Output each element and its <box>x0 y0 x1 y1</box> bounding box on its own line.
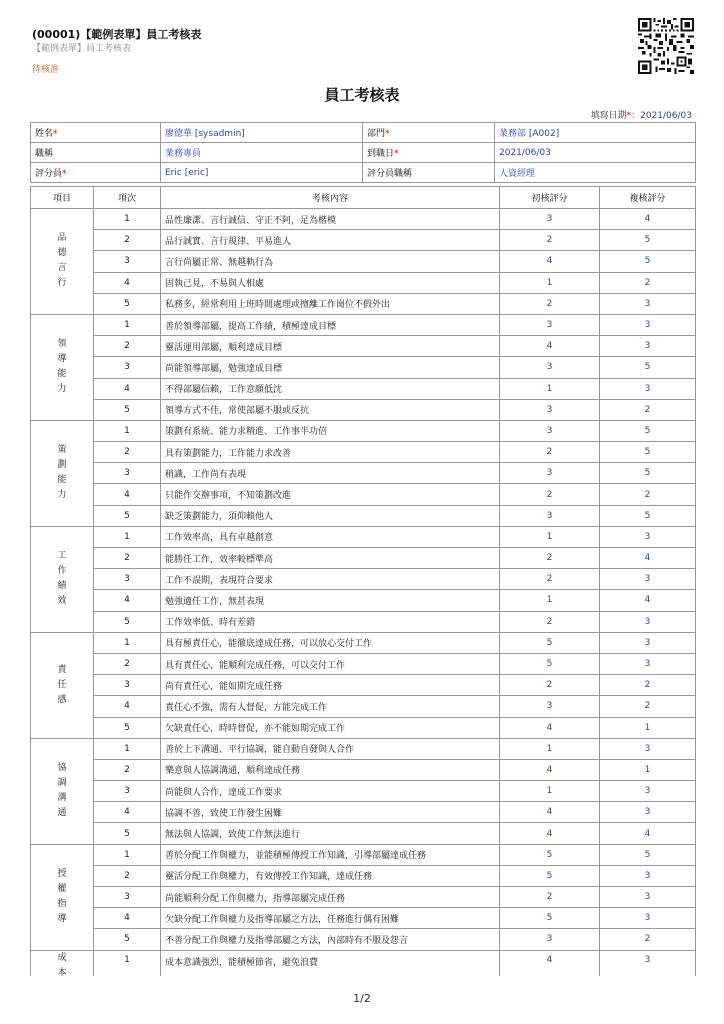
review-score[interactable]: 2 <box>600 929 696 950</box>
initial-score[interactable]: 2 <box>500 887 600 908</box>
initial-score[interactable]: 5 <box>500 653 600 674</box>
review-score[interactable]: 3 <box>600 781 696 802</box>
initial-score[interactable]: 4 <box>500 950 600 976</box>
header-initial: 初核評分 <box>500 187 600 209</box>
table-row <box>31 823 696 844</box>
table-row <box>31 442 696 463</box>
initial-score[interactable]: 1 <box>500 738 600 759</box>
initial-score[interactable]: 3 <box>500 505 600 526</box>
row-content: 具有策劃能力，工作能力求改善 <box>161 442 500 463</box>
initial-score[interactable]: 4 <box>500 823 600 844</box>
table-row <box>31 611 696 632</box>
row-index: 4 <box>94 590 161 611</box>
initial-score[interactable]: 2 <box>500 611 600 632</box>
initial-score[interactable]: 3 <box>500 929 600 950</box>
row-index: 5 <box>94 929 161 950</box>
row-index: 1 <box>94 209 161 230</box>
row-content: 成本意識強烈，能積極節省，避免浪費 <box>161 950 500 976</box>
row-content: 責任心不強，需有人督促，方能完成工作 <box>161 696 500 717</box>
table-row <box>31 781 696 802</box>
review-score[interactable]: 3 <box>600 378 696 399</box>
row-index: 3 <box>94 463 161 484</box>
form-subtitle: 【範例表單】員工考核表 <box>32 44 132 54</box>
form-title: (00001)【範例表單】員工考核表 <box>32 28 202 41</box>
review-score[interactable]: 5 <box>600 420 696 441</box>
row-content: 固執己見，不易與人相處 <box>161 272 500 293</box>
table-row <box>31 802 696 823</box>
row-content: 尚有責任心，能如期完成任務 <box>161 675 500 696</box>
review-score[interactable]: 3 <box>600 526 696 547</box>
table-row <box>31 675 696 696</box>
initial-score[interactable]: 3 <box>500 463 600 484</box>
row-content: 工作效率低、時有差錯 <box>161 611 500 632</box>
page-number: 1/2 <box>353 992 371 1005</box>
review-score[interactable]: 3 <box>600 336 696 357</box>
row-content: 品行誠實、言行規律、平易進人 <box>161 230 500 251</box>
review-score[interactable]: 3 <box>600 908 696 929</box>
title-label: 職稱 <box>31 143 161 163</box>
row-index: 5 <box>94 823 161 844</box>
category-label: 工作績效 <box>31 526 94 632</box>
review-score[interactable]: 3 <box>600 887 696 908</box>
row-content: 只能作交辦事項，不知策劃改進 <box>161 484 500 505</box>
row-index: 3 <box>94 569 161 590</box>
initial-score[interactable]: 2 <box>500 675 600 696</box>
row-content: 工作不誤期，表現符合要求 <box>161 569 500 590</box>
initial-score[interactable]: 4 <box>500 802 600 823</box>
review-score[interactable]: 2 <box>600 272 696 293</box>
table-row <box>31 272 696 293</box>
review-score[interactable]: 5 <box>600 505 696 526</box>
table-row <box>31 378 696 399</box>
row-index: 4 <box>94 696 161 717</box>
row-index: 1 <box>94 738 161 759</box>
row-index: 1 <box>94 844 161 865</box>
header-content: 考核內容 <box>161 187 500 209</box>
header-index: 項次 <box>94 187 161 209</box>
page-title: 員工考核表 <box>324 86 400 104</box>
row-index: 4 <box>94 802 161 823</box>
header-item: 項目 <box>31 187 94 209</box>
row-index: 4 <box>94 272 161 293</box>
table-row <box>31 696 696 717</box>
row-content: 能勝任工作，效率較標準高 <box>161 548 500 569</box>
row-content: 缺乏策劃能力，須仰賴他人 <box>161 505 500 526</box>
initial-score[interactable]: 1 <box>500 526 600 547</box>
table-row <box>31 717 696 738</box>
initial-score[interactable]: 1 <box>500 272 600 293</box>
review-score[interactable]: 1 <box>600 717 696 738</box>
review-score[interactable]: 3 <box>600 293 696 314</box>
review-score[interactable]: 5 <box>600 463 696 484</box>
initial-score[interactable]: 2 <box>500 548 600 569</box>
review-score[interactable]: 5 <box>600 230 696 251</box>
row-content: 私務多，經常利用上班時間處理或擅離工作崗位不假外出 <box>161 293 500 314</box>
row-content: 樂意與人協調溝通，順利達成任務 <box>161 759 500 780</box>
initial-score[interactable]: 3 <box>500 420 600 441</box>
review-score[interactable]: 3 <box>600 950 696 976</box>
dept-value[interactable]: 業務部 [A002] <box>495 123 696 143</box>
start-date-label: 到職日* <box>363 143 495 163</box>
dept-label: 部門* <box>363 123 495 143</box>
row-content: 尚能與人合作，達成工作要求 <box>161 781 500 802</box>
initial-score[interactable]: 4 <box>500 759 600 780</box>
row-content: 不善分配工作與權力及指導部屬之方法，內部時有不服及怨言 <box>161 929 500 950</box>
table-row <box>31 590 696 611</box>
review-score[interactable]: 5 <box>600 251 696 272</box>
table-row <box>31 251 696 272</box>
initial-score[interactable]: 2 <box>500 442 600 463</box>
table-row <box>31 526 696 547</box>
review-score[interactable]: 3 <box>600 653 696 674</box>
row-index: 2 <box>94 865 161 886</box>
review-score[interactable]: 4 <box>600 590 696 611</box>
row-content: 靈活運用部屬，順利達成目標 <box>161 336 500 357</box>
table-row <box>31 738 696 759</box>
initial-score[interactable]: 1 <box>500 781 600 802</box>
initial-score[interactable]: 3 <box>500 357 600 378</box>
required-mark: * <box>626 111 632 121</box>
row-content: 尚能領導部屬，勉強達成目標 <box>161 357 500 378</box>
row-index: 2 <box>94 548 161 569</box>
header-review: 複核評分 <box>600 187 696 209</box>
row-index: 4 <box>94 484 161 505</box>
row-index: 3 <box>94 251 161 272</box>
review-score[interactable]: 5 <box>600 442 696 463</box>
initial-score[interactable]: 3 <box>500 696 600 717</box>
initial-score[interactable]: 4 <box>500 251 600 272</box>
table-row <box>31 336 696 357</box>
fill-date-value: ：2021/06/03 <box>631 111 692 121</box>
row-content: 稍識，工作尚有表現 <box>161 463 500 484</box>
category-label: 協調溝通 <box>31 738 94 844</box>
row-content: 欠缺責任心，時時督促，亦不能如期完成工作 <box>161 717 500 738</box>
category-label: 成本 <box>31 950 94 976</box>
row-index: 3 <box>94 781 161 802</box>
initial-score[interactable]: 3 <box>500 399 600 420</box>
row-index: 1 <box>94 632 161 653</box>
review-score[interactable]: 5 <box>600 357 696 378</box>
category-label: 品德言行 <box>31 209 94 315</box>
initial-score[interactable]: 4 <box>500 336 600 357</box>
review-score[interactable]: 3 <box>600 314 696 335</box>
review-score[interactable]: 2 <box>600 484 696 505</box>
initial-score[interactable]: 5 <box>500 632 600 653</box>
fill-date <box>591 108 692 121</box>
row-index: 1 <box>94 950 161 976</box>
row-index: 3 <box>94 357 161 378</box>
initial-score[interactable]: 5 <box>500 844 600 865</box>
row-index: 5 <box>94 505 161 526</box>
table-row <box>31 632 696 653</box>
initial-score[interactable]: 2 <box>500 484 600 505</box>
category-label: 責任感 <box>31 632 94 738</box>
status-badge: 待核准 <box>32 65 60 75</box>
table-row <box>31 293 696 314</box>
row-index: 5 <box>94 717 161 738</box>
name-label: 姓名* <box>31 123 161 143</box>
review-score[interactable]: 3 <box>600 611 696 632</box>
row-content: 協調不善，致使工作發生困難 <box>161 802 500 823</box>
table-row <box>31 314 696 335</box>
table-row <box>31 505 696 526</box>
table-row <box>31 209 696 230</box>
table-row <box>31 950 696 976</box>
row-index: 2 <box>94 653 161 674</box>
row-index: 1 <box>94 526 161 547</box>
row-content: 工作效率高，具有卓越創意 <box>161 526 500 547</box>
initial-score[interactable]: 5 <box>500 908 600 929</box>
review-score[interactable]: 3 <box>600 632 696 653</box>
row-index: 1 <box>94 314 161 335</box>
review-score[interactable]: 3 <box>600 569 696 590</box>
row-content: 勉強適任工作，無甚表現 <box>161 590 500 611</box>
fill-date-label: 填寫日期 <box>590 111 627 121</box>
review-score[interactable]: 4 <box>600 548 696 569</box>
table-row <box>31 844 696 865</box>
row-index: 5 <box>94 293 161 314</box>
initial-score[interactable]: 3 <box>500 314 600 335</box>
start-date-value[interactable]: 2021/06/03 <box>495 143 696 163</box>
table-row <box>31 908 696 929</box>
rater-title-label: 評分員職稱 <box>363 163 495 183</box>
review-score[interactable]: 5 <box>600 844 696 865</box>
initial-score[interactable]: 2 <box>500 230 600 251</box>
table-row <box>31 463 696 484</box>
initial-score[interactable]: 3 <box>500 209 600 230</box>
row-content: 善於分配工作與權力，並能積極傳授工作知識，引導部屬達成任務 <box>161 844 500 865</box>
row-content: 尚能順利分配工作與權力，指導部屬完成任務 <box>161 887 500 908</box>
table-row <box>31 929 696 950</box>
title-value[interactable]: 業務專員 <box>161 143 363 163</box>
row-content: 具有極責任心，能徹底達成任務，可以放心交付工作 <box>161 632 500 653</box>
review-score[interactable]: 4 <box>600 823 696 844</box>
row-content: 無法與人協調，致使工作無法進行 <box>161 823 500 844</box>
row-content: 策劃有系統、能力求精進、工作事半功倍 <box>161 420 500 441</box>
category-label: 領導能力 <box>31 314 94 420</box>
table-row <box>31 420 696 441</box>
table-row <box>31 230 696 251</box>
row-index: 5 <box>94 399 161 420</box>
rater-label: 評分員* <box>31 163 161 183</box>
table-row <box>31 357 696 378</box>
category-label: 授權指導 <box>31 844 94 950</box>
info-table <box>30 122 696 183</box>
row-content: 具有責任心，能順利完成任務，可以交付工作 <box>161 653 500 674</box>
row-index: 2 <box>94 230 161 251</box>
row-content: 善於領導部屬，提高工作績，積極達成目標 <box>161 314 500 335</box>
review-score[interactable]: 3 <box>600 738 696 759</box>
row-content: 言行尚屬正常、無越軌行為 <box>161 251 500 272</box>
row-content: 善於上下溝通、平行協調，能自動自發與人合作 <box>161 738 500 759</box>
evaluation-table <box>30 186 696 976</box>
initial-score[interactable]: 4 <box>500 717 600 738</box>
row-index: 2 <box>94 759 161 780</box>
row-index: 2 <box>94 442 161 463</box>
review-score[interactable]: 2 <box>600 675 696 696</box>
row-index: 5 <box>94 611 161 632</box>
review-score[interactable]: 2 <box>600 399 696 420</box>
rater-value[interactable]: Eric [eric] <box>161 163 363 183</box>
review-score[interactable]: 4 <box>600 209 696 230</box>
initial-score[interactable]: 5 <box>500 865 600 886</box>
table-row <box>31 399 696 420</box>
review-score[interactable]: 1 <box>600 759 696 780</box>
rater-title-value[interactable]: 人資經理 <box>495 163 696 183</box>
table-row <box>31 569 696 590</box>
table-row <box>31 484 696 505</box>
row-index: 2 <box>94 336 161 357</box>
row-content: 靈活分配工作與權力，有效傳授工作知識，達成任務 <box>161 865 500 886</box>
row-content: 領導方式不佳，常使部屬不服或反抗 <box>161 399 500 420</box>
row-index: 4 <box>94 908 161 929</box>
table-row <box>31 865 696 886</box>
name-value[interactable]: 廖德華 [sysadmin] <box>161 123 363 143</box>
review-score[interactable]: 3 <box>600 802 696 823</box>
review-score[interactable]: 3 <box>600 865 696 886</box>
table-row <box>31 548 696 569</box>
row-index: 4 <box>94 378 161 399</box>
row-index: 1 <box>94 420 161 441</box>
table-row <box>31 653 696 674</box>
row-content: 欠缺分配工作與權力及指導部屬之方法，任務進行偶有困難 <box>161 908 500 929</box>
row-index: 3 <box>94 887 161 908</box>
initial-score[interactable]: 2 <box>500 293 600 314</box>
row-index: 3 <box>94 675 161 696</box>
table-row <box>31 759 696 780</box>
initial-score[interactable]: 1 <box>500 590 600 611</box>
initial-score[interactable]: 2 <box>500 569 600 590</box>
category-label: 策劃能力 <box>31 420 94 526</box>
initial-score[interactable]: 1 <box>500 378 600 399</box>
review-score[interactable]: 2 <box>600 696 696 717</box>
table-row <box>31 887 696 908</box>
row-content: 不得部屬信賴，工作意願低沈 <box>161 378 500 399</box>
row-content: 品性廉潔、言行誠信、守正不阿，足為楷模 <box>161 209 500 230</box>
